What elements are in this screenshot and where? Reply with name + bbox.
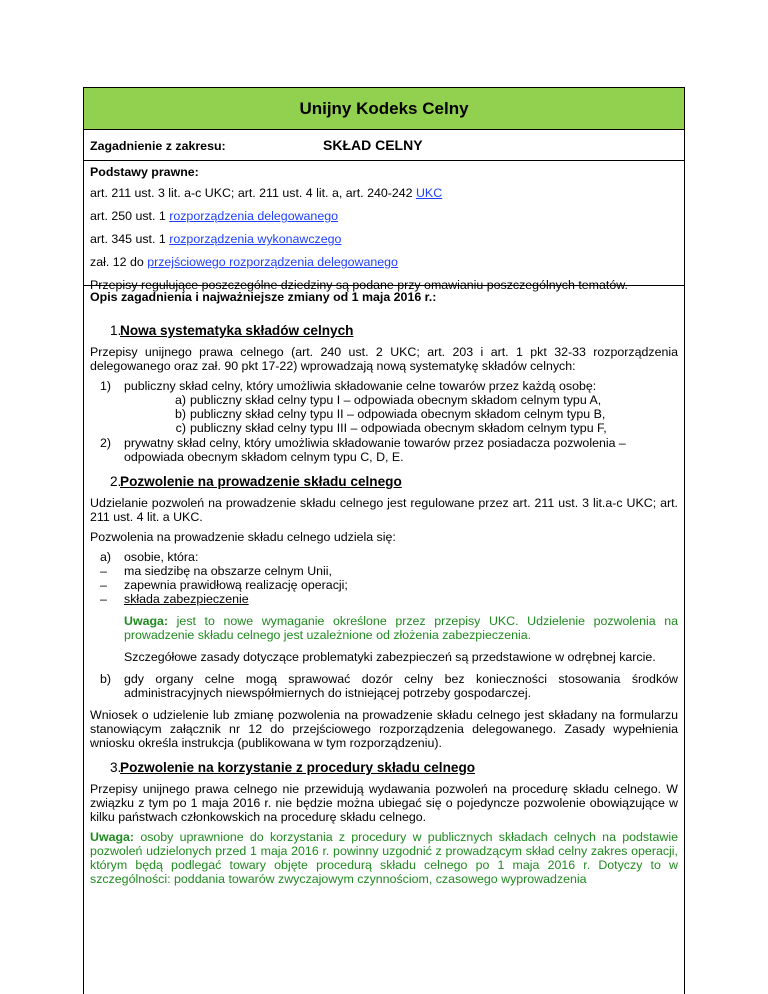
dash-marker: – [100, 592, 107, 606]
sub-list-item [124, 393, 607, 407]
document-table [83, 87, 685, 994]
section-2-heading [90, 474, 678, 490]
list-item-text: ma siedzibę na obszarze celnym Unii, [124, 564, 332, 578]
section-1-heading [90, 323, 678, 339]
section-2-intro: Udzielanie pozwoleń na prowadzenie składu celnego jest regulowane przez art. 211 ust. 3 lit.a-c UKC; art. 211 ust. 4 lit. a UKC. [90, 496, 678, 524]
list-item-text: publiczny skład celny, który umożliwia składowanie celne towarów przez każdą osobę: [124, 379, 597, 393]
legal-basis-line [90, 209, 678, 223]
legal-text: zał. 12 do [90, 255, 148, 269]
legal-basis-line [90, 186, 678, 200]
note-text: osoby uprawnione do korzystania z procedury w publicznych składach celnych na podstawie pozwoleń udzielonych przed 1 maja 2016 r. powinny uzgodnić z prowadzącym skład celny zakres operacji, którym będą podlegać towary objęte procedurą składu celnego po 1 maja 2016 r. Dotyczy to w szczególności: poddania towarów zwyczajowym czynnościom, czasowego wyprowadzenia [90, 830, 678, 886]
transitional-regulation-link[interactable]: przejściowego rozporządzenia delegowanego [147, 255, 398, 269]
dash-marker: – [100, 578, 107, 592]
section-number: 2. [110, 474, 122, 489]
dash-item [90, 578, 678, 592]
description-section [84, 286, 684, 886]
list-item [90, 436, 678, 464]
list-item [90, 379, 678, 435]
section-1-intro: Przepisy unijnego prawa celnego (art. 240 ust. 2 UKC; art. 203 i art. 1 pkt 32-33 rozporządzenia delegowanego oraz zał. 90 pkt 17-22) wprowadzają nową systematykę składów celnych: [90, 345, 678, 373]
list-marker: a) [100, 550, 112, 564]
legal-text: art. 345 ust. 1 [90, 232, 170, 246]
topic-label: Zagadnienie z zakresu: [90, 139, 226, 153]
list-marker: b) [100, 672, 112, 686]
topic-row [84, 130, 684, 161]
list-item-text: zapewnia prawidłową realizację operacji; [124, 578, 348, 592]
list-marker: a) [174, 393, 186, 407]
note-label: Uwaga: [124, 614, 169, 628]
guarantee-note [124, 614, 678, 642]
section-2-subintro: Pozwolenia na prowadzenie składu celnego udziela się: [90, 530, 396, 544]
warehouse-type-list [90, 379, 678, 464]
section-number: 3. [110, 760, 122, 775]
list-item-text: publiczny skład celny typu II – odpowiada obecnym składom celnym typu B, [190, 407, 606, 421]
list-item-text: osobie, która: [124, 550, 199, 564]
legal-basis-line [90, 255, 678, 269]
dash-marker: – [100, 564, 107, 578]
section-3-heading [90, 760, 678, 776]
section-title: Pozwolenie na prowadzenie składu celnego [120, 474, 402, 489]
sub-list-item [124, 421, 607, 435]
list-item-text: publiczny skład celny typu III – odpowiada obecnym składom celnym typu F, [190, 421, 607, 435]
sub-list-item [124, 407, 607, 421]
topic-value: SKŁAD CELNY [323, 137, 423, 153]
section-2-closing: Wniosek o udzielenie lub zmianę pozwolenia na prowadzenie składu celnego jest składany na formularzu stanowiącym załącznik nr 12 do przejściowego rozporządzenia delegowanego. Zasady wypełnienia wniosku określa instrukcja (publikowana w tym rozporządzeniu). [90, 708, 678, 750]
list-item-text: gdy organy celne mogą sprawować dozór celny bez konieczności stosowania środków administracyjnych niewspółmiernych do istniejącej potrzeby gospodarczej. [124, 672, 678, 700]
list-marker: b) [174, 407, 186, 421]
note-text: jest to nowe wymaganie określone przez przepisy UKC. Udzielenie pozwolenia na prowadzenie składu celnego jest uzależnione od złożenia zabezpieczenia. [124, 614, 678, 642]
list-item-text: prywatny skład celny, który umożliwia składowanie towarów przez posiadacza pozwolenia – odpowiada obecnym składom celnym typu C, D, E. [124, 436, 626, 464]
detail-note: Szczegółowe zasady dotyczące problematyki zabezpieczeń są przedstawione w odrębnej karcie. [124, 650, 656, 664]
section-3-note [90, 830, 678, 886]
legal-basis-note: Przepisy regulujące poszczególne dziedziny są podane przy omawianiu poszczególnych tematów. [90, 278, 628, 292]
list-item-text: składa zabezpieczenie [124, 592, 249, 606]
legal-text: art. 211 ust. 3 lit. a-c UKC; art. 211 ust. 4 lit. a, art. 240-242 [90, 186, 416, 200]
dash-item [90, 564, 678, 578]
dash-item [90, 592, 678, 606]
section-number: 1. [110, 323, 122, 338]
list-item [90, 672, 678, 700]
section-title: Nowa systematyka składów celnych [120, 323, 354, 338]
implementing-regulation-link[interactable]: rozporządzenia wykonawczego [169, 232, 342, 246]
document-title: Unijny Kodeks Celny [299, 98, 469, 118]
list-marker: 2) [100, 436, 112, 450]
legal-basis-section [84, 161, 684, 292]
legal-basis-line [90, 232, 678, 246]
legal-basis-title: Podstawy prawne: [90, 165, 199, 179]
description-title: Opis zagadnienia i najważniejsze zmiany od 1 maja 2016 r.: [90, 290, 437, 304]
ukc-link[interactable]: UKC [415, 186, 443, 200]
list-marker: 1) [100, 379, 112, 393]
list-marker: c) [175, 421, 186, 435]
list-item [90, 550, 678, 564]
section-3-intro: Przepisy unijnego prawa celnego nie przewidują wydawania pozwoleń na procedurę składu celnego. W związku z tym po 1 maja 2016 r. nie będzie można ubiegać się o pojedyncze pozwolenie obowiązujące w kilku państwach członkowskich na procedurę składu celnego. [90, 782, 678, 824]
delegated-regulation-link[interactable]: rozporządzenia delegowanego [169, 209, 338, 223]
legal-text: art. 250 ust. 1 [90, 209, 170, 223]
list-item-text: publiczny skład celny typu I – odpowiada obecnym składom celnym typu A, [190, 393, 602, 407]
note-label: Uwaga: [90, 830, 135, 844]
document-header [84, 88, 684, 130]
section-title: Pozwolenie na korzystanie z procedury składu celnego [120, 760, 476, 775]
